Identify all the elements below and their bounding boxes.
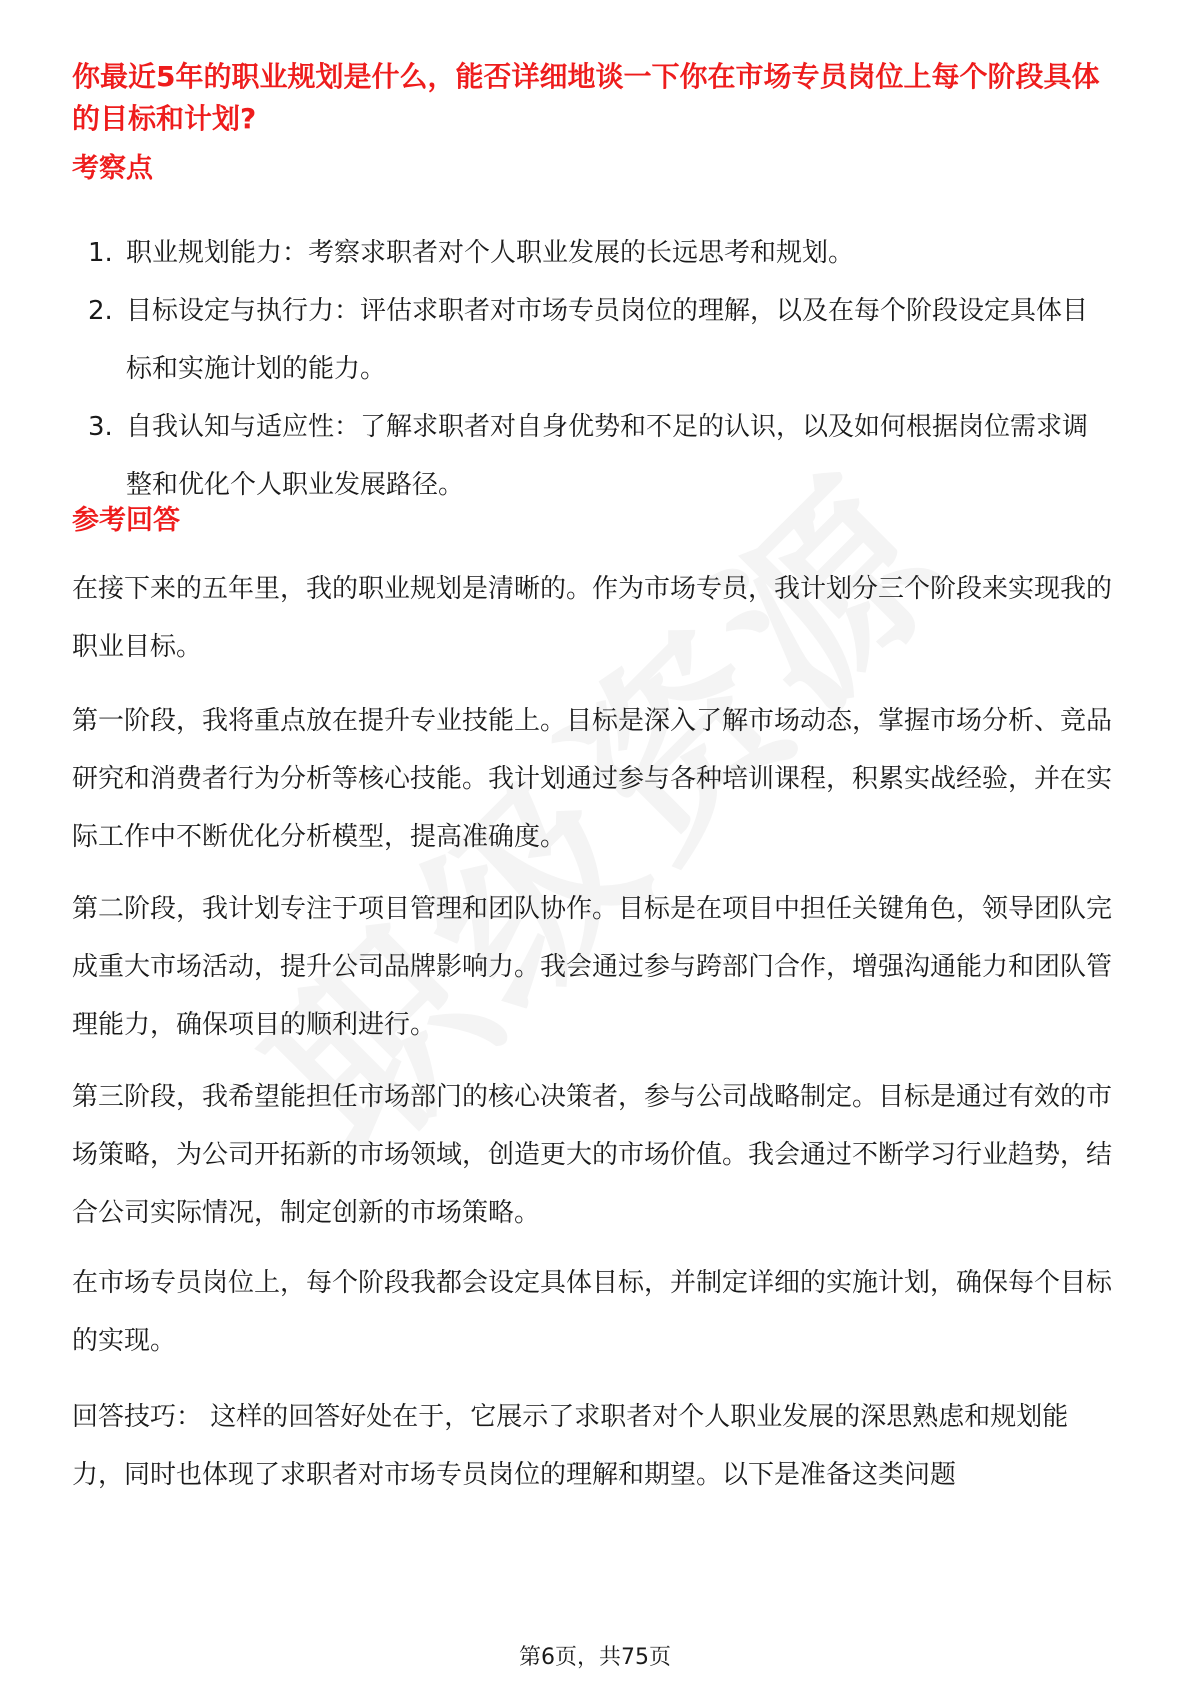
answer-paragraph: 第二阶段，我计划专注于项目管理和团队协作。目标是在项目中担任关键角色，领导团队完成重大市场活动，提升公司品牌影响力。我会通过参与跨部门合作，增强沟通能力和团队管理能力，确保项目的顺利进行。: [72, 894, 1113, 1040]
answer-paragraph: 在接下来的五年里，我的职业规划是清晰的。作为市场专员，我计划分三个阶段来实现我的职业目标。: [72, 574, 1113, 662]
list-item-text: 自我认知与适应性：了解求职者对自身优势和不足的认识，以及如何根据岗位需求调整和优化个人职业发展路径。: [126, 412, 1089, 500]
answer-paragraph: 在市场专员岗位上，每个阶段我都会设定具体目标，并制定详细的实施计划，确保每个目标的实现。: [72, 1268, 1113, 1356]
section-heading-evaluation: 考察点: [72, 153, 153, 184]
list-item: [72, 398, 1112, 514]
page-number: 第6页，共75页: [519, 1645, 671, 1670]
section-heading-answer: 参考回答: [72, 505, 180, 536]
answer-paragraph: 第三阶段，我希望能担任市场部门的核心决策者，参与公司战略制定。目标是通过有效的市场策略，为公司开拓新的市场领域，创造更大的市场价值。我会通过不断学习行业趋势，结合公司实际情况，制定创新的市场策略。: [72, 1082, 1113, 1228]
list-item-number: 2.: [88, 296, 113, 326]
list-item-text: 目标设定与执行力：评估求职者对市场专员岗位的理解，以及在每个阶段设定具体目标和实施计划的能力。: [126, 296, 1089, 384]
evaluation-list: [72, 224, 1112, 514]
list-item-number: 1.: [88, 238, 113, 268]
list-item: [72, 282, 1112, 398]
question-title: 你最近5年的职业规划是什么，能否详细地谈一下你在市场专员岗位上每个阶段具体的目标和计划?: [72, 60, 1100, 135]
list-item-text: 职业规划能力：考察求职者对个人职业发展的长远思考和规划。: [126, 238, 855, 268]
list-item: [72, 224, 1112, 282]
answer-paragraph: 第一阶段，我将重点放在提升专业技能上。目标是深入了解市场动态，掌握市场分析、竞品研究和消费者行为分析等核心技能。我计划通过参与各种培训课程，积累实战经验，并在实际工作中不断优化分析模型，提高准确度。: [72, 706, 1113, 852]
list-item-number: 3.: [88, 412, 113, 442]
answer-tips: 回答技巧： 这样的回答好处在于，它展示了求职者对个人职业发展的深思熟虑和规划能力，同时也体现了求职者对市场专员岗位的理解和期望。以下是准备这类问题: [72, 1402, 1069, 1490]
